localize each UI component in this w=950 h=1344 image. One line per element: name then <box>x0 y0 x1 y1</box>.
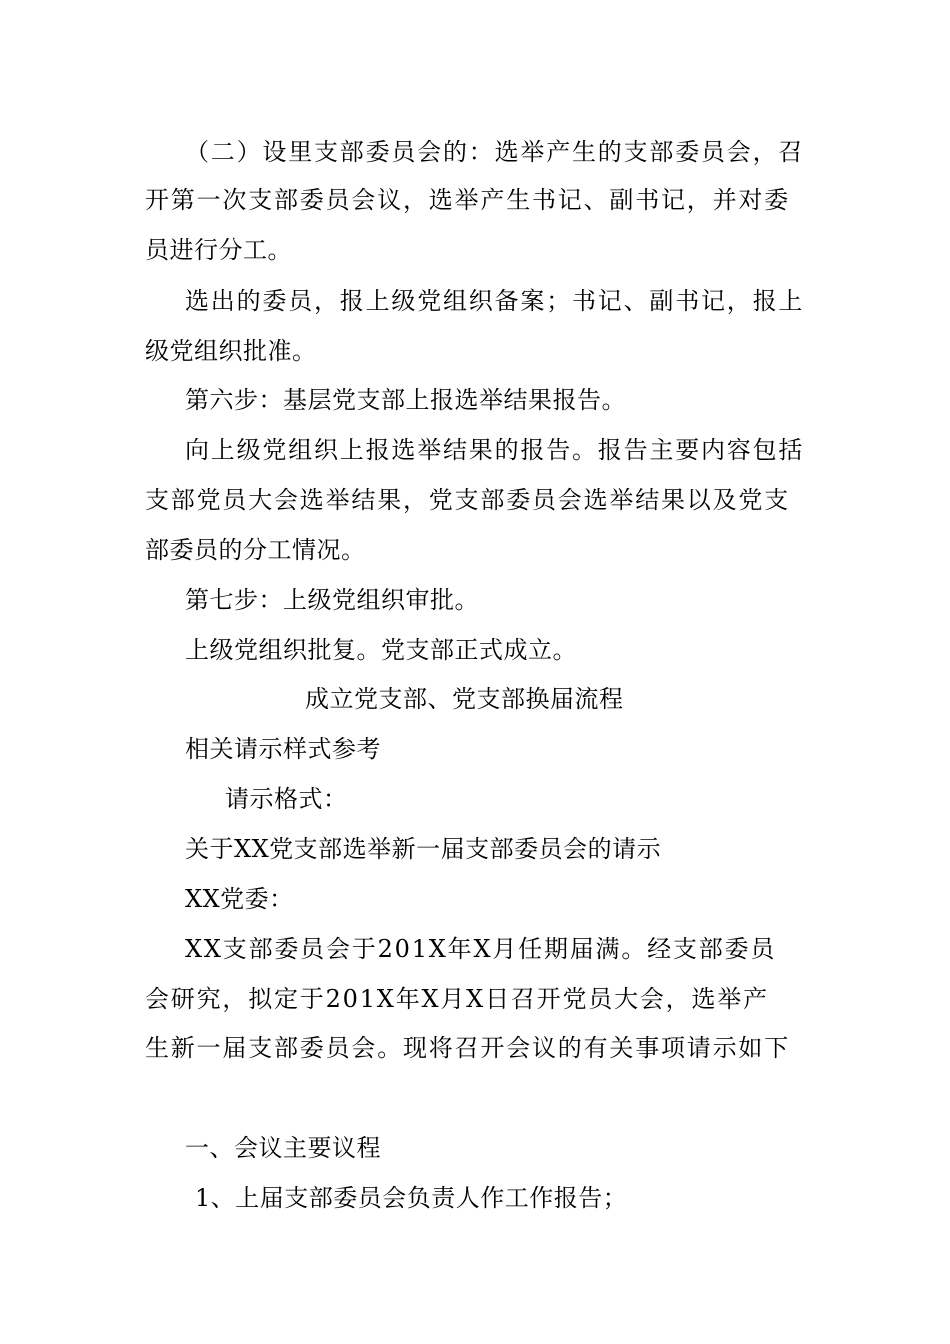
paragraph-line: XX支部委员会于201X年X月任期届满。经支部委员 <box>185 935 777 963</box>
paragraph-line: 上级党组织批复。党支部正式成立。 <box>185 636 577 664</box>
paragraph-line: 会研究，拟定于201X年X月X日召开党员大会，选举产 <box>145 985 769 1013</box>
paragraph-line: 相关请示样式参考 <box>185 735 381 763</box>
paragraph-line: 选出的委员，报上级党组织备案；书记、副书记，报上 <box>185 287 805 315</box>
paragraph-line: 级党组织批准。 <box>145 337 317 365</box>
paragraph-line: 开第一次支部委员会议，选举产生书记、副书记，并对委 <box>145 186 790 214</box>
section-title: 成立党支部、党支部换届流程 <box>305 685 624 713</box>
paragraph-line: 向上级党组织上报选举结果的报告。报告主要内容包括 <box>185 436 805 464</box>
paragraph-line: 支部党员大会选举结果，党支部委员会选举结果以及党支 <box>145 486 790 514</box>
paragraph-line: 员进行分工。 <box>145 236 292 264</box>
addressee: XX党委： <box>185 885 294 913</box>
step-heading: 第七步：上级党组织审批。 <box>185 586 479 614</box>
paragraph-line: 生新一届支部委员会。现将召开会议的有关事项请示如下 <box>145 1034 790 1062</box>
step-heading: 第六步：基层党支部上报选举结果报告。 <box>185 386 626 414</box>
paragraph-line: 请示格式： <box>225 785 348 813</box>
agenda-heading: 一、会议主要议程 <box>185 1134 381 1162</box>
paragraph-line: 部委员的分工情况。 <box>145 536 366 564</box>
paragraph-line: （二）设里支部委员会的：选举产生的支部委员会，召 <box>185 138 805 166</box>
agenda-item: 1、上届支部委员会负责人作工作报告； <box>195 1184 628 1212</box>
request-title: 关于XX党支部选举新一届支部委员会的请示 <box>185 835 662 863</box>
